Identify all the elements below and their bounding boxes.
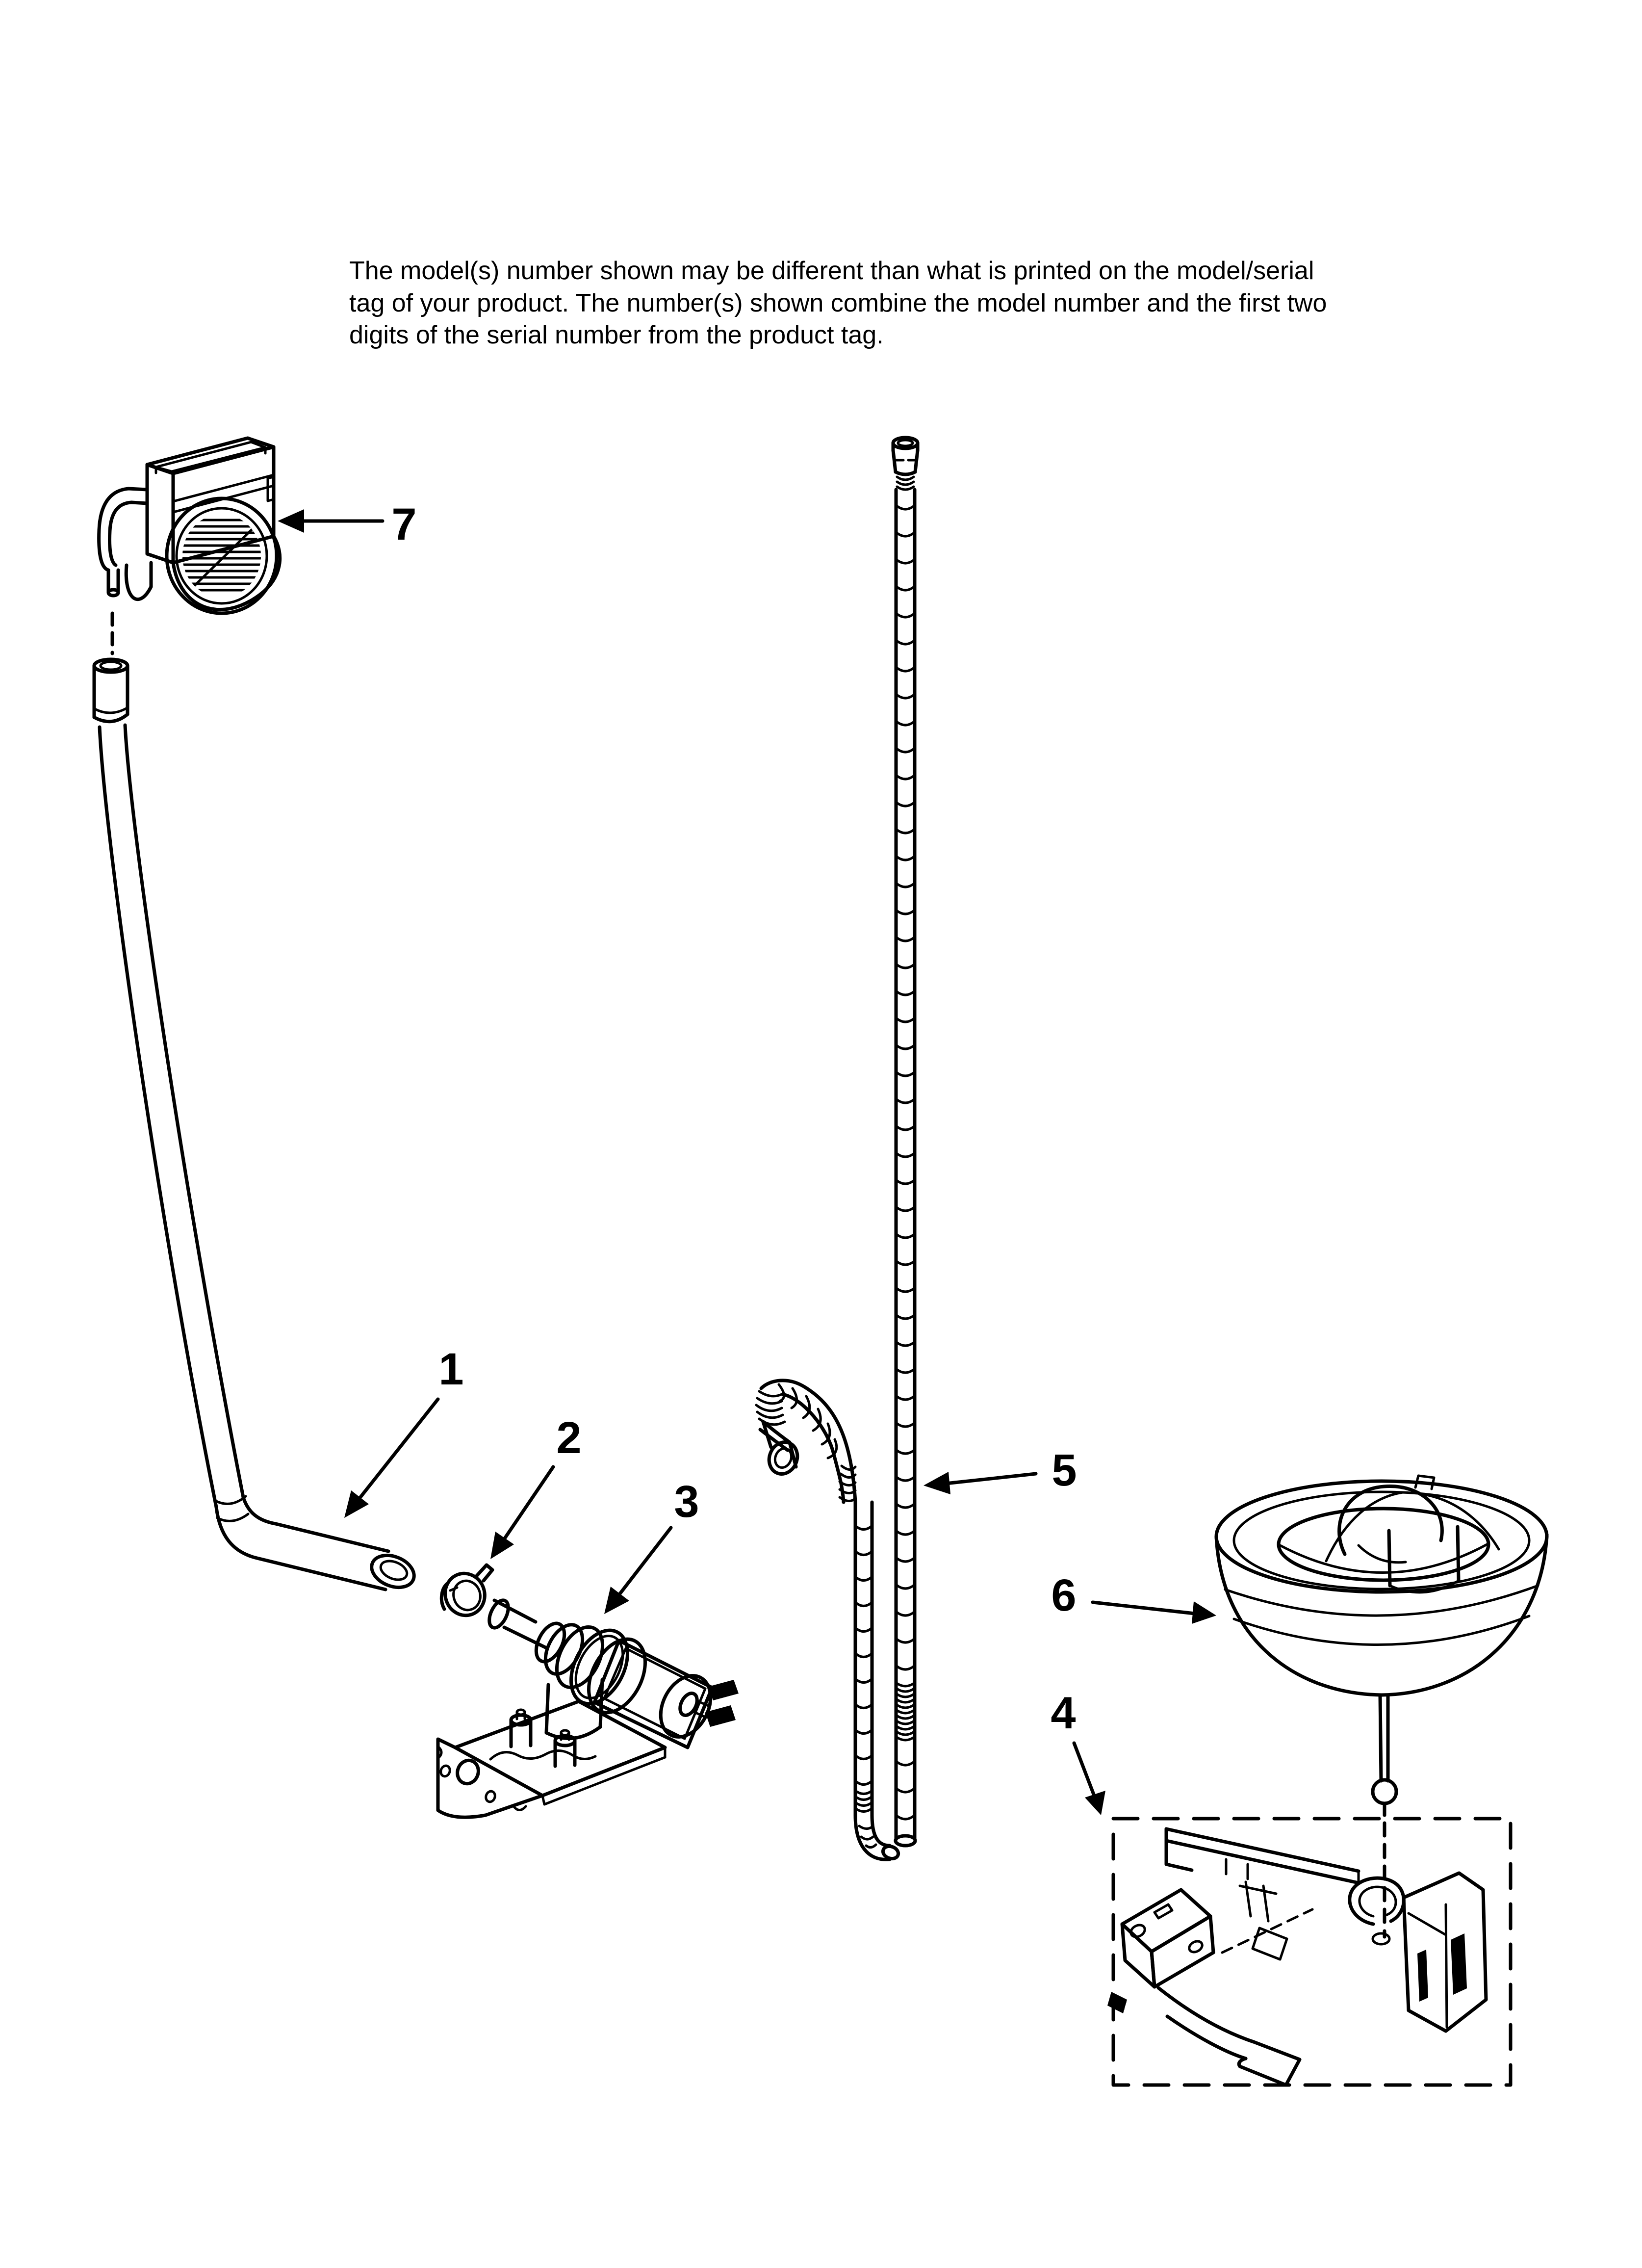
callout-5 <box>924 1445 1077 1495</box>
vent-assembly <box>99 438 280 653</box>
float-switch-assembly <box>1107 1819 1511 2085</box>
callout-2-label: 2 <box>556 1413 582 1463</box>
callout-6 <box>1051 1570 1216 1624</box>
callout-7-label: 7 <box>391 499 417 549</box>
callout-3 <box>604 1477 699 1614</box>
callout-4-label: 4 <box>1051 1688 1076 1738</box>
callout-4 <box>1051 1688 1105 1815</box>
drain-hose-branch <box>756 1381 900 1861</box>
callout-5-label: 5 <box>1052 1445 1077 1495</box>
fill-tube <box>94 659 419 1593</box>
callout-1-label: 1 <box>438 1344 464 1394</box>
callout-6-label: 6 <box>1051 1570 1077 1620</box>
callout-2 <box>490 1413 582 1559</box>
callout-1 <box>344 1344 464 1518</box>
drain-hose <box>893 438 918 1846</box>
callout-7 <box>278 499 417 549</box>
water-inlet-valve <box>438 1597 739 1817</box>
model-number-note: The model(s) number shown may be different than what is printed on the model/serial tag of your product. The number(s) shown combine the model number and the first two digits of the serial number from the product tag. <box>349 257 1327 350</box>
hose-clamp <box>440 1565 492 1620</box>
overfill-float <box>1216 1476 1547 1937</box>
callout-3-label: 3 <box>674 1477 699 1527</box>
